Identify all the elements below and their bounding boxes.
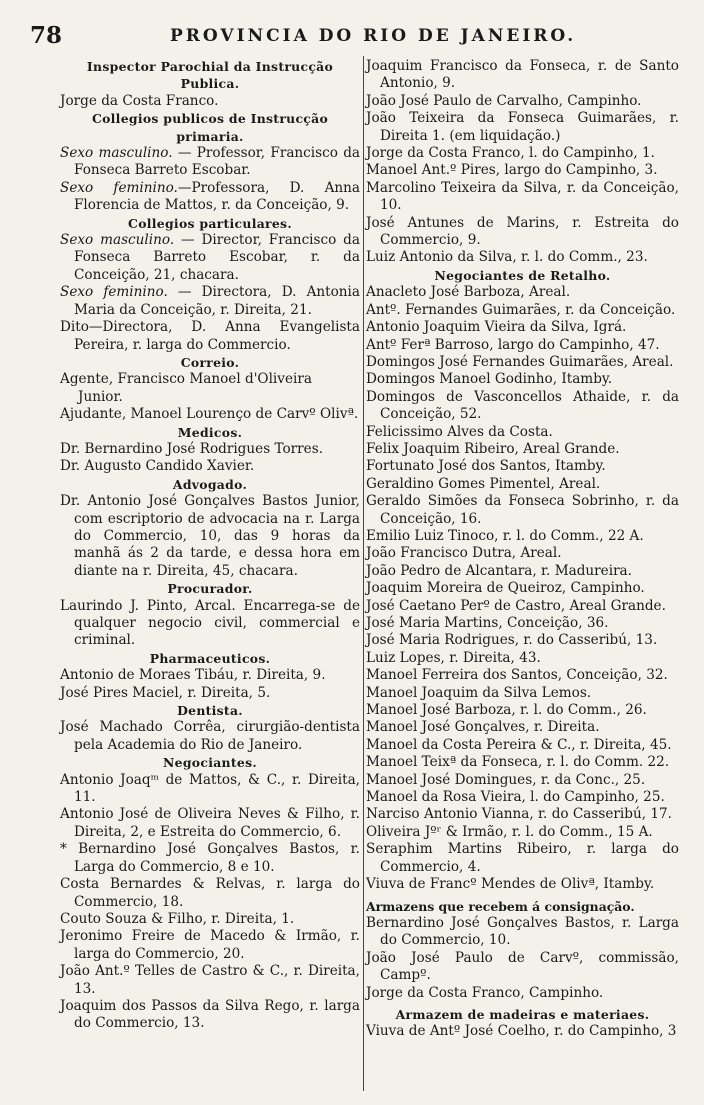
entry: José Caetano Perº de Castro, Areal Grande. bbox=[366, 597, 666, 614]
entry: Manoel Teixª da Fonseca, r. l. do Comm. 22. bbox=[366, 754, 670, 771]
entry: Viuva de Antº José Coelho, r. do Campinho, 3 bbox=[366, 1023, 677, 1040]
entry: João Pedro de Alcantara, r. Madureira. bbox=[366, 562, 632, 579]
running-title: PROVINCIA DO RIO DE JANEIRO. bbox=[170, 26, 577, 46]
entry: João José Paulo de Carvalho, Campinho. bbox=[366, 92, 642, 109]
entry: Antonio de Moraes Tibáu, r. Direita, 9. bbox=[60, 667, 326, 684]
entry-label: Sexo masculino. bbox=[60, 145, 173, 162]
section-heading: Correio. bbox=[180, 354, 240, 370]
entry: Manoel José Barboza, r. l. do Comm., 26. bbox=[366, 702, 647, 719]
entry: José Machado Corrêa, cirurgião-dentista pela Academia do Rio de Janeiro. bbox=[60, 719, 360, 753]
entry: Antonio Joaqᵐ de Mattos, & C., r. Direita, 11. bbox=[60, 771, 360, 806]
entry: Dito—Directora, D. Anna Evangelista Pereira, r. larga do Commercio. bbox=[60, 319, 360, 353]
entry: Dr. Antonio José Gonçalves Bastos Junior, com escriptorio de advocacia na r. Larga do Commercio, 10, das 9 horas da manhã ás 2 da tarde, e dessa hora em diante na r. Direita, 45, chacara. bbox=[60, 493, 360, 579]
entry-label: Sexo masculino. bbox=[60, 232, 175, 249]
entry: Manoel Ant.º Pires, largo do Campinho, 3. bbox=[366, 162, 658, 179]
entry: Domingos José Fernandes Guimarães, Areal. bbox=[366, 353, 674, 370]
section-heading: Armazem de madeiras e materiaes. bbox=[395, 1006, 650, 1022]
page-number: 78 bbox=[30, 22, 63, 49]
page-header bbox=[0, 22, 704, 52]
entry-label: Sexo feminino. bbox=[60, 284, 168, 301]
entry: José Maria Martins, Conceição, 36. bbox=[366, 615, 609, 631]
entry: * Bernardino José Gonçalves Bastos, r. Larga do Commercio, 8 e 10. bbox=[60, 841, 360, 875]
section-heading: Dentista. bbox=[177, 703, 243, 719]
section-heading: Procurador. bbox=[167, 581, 253, 597]
entry: Dr. Augusto Candido Xavier. bbox=[60, 458, 255, 475]
entry: Seraphim Martins Ribeiro, r. larga do Commercio, 4. bbox=[366, 841, 679, 875]
section-heading: Negociantes de Retalho. bbox=[434, 267, 611, 283]
section-heading: Medicos. bbox=[177, 424, 243, 440]
entry bbox=[60, 180, 360, 215]
entry: Viuva de Francº Mendes de Olivª, Itamby. bbox=[366, 876, 655, 893]
entry: Joaquim Francisco da Fonseca, r. de Santo Antonio, 9. bbox=[366, 58, 679, 92]
entry: Jorge da Costa Franco, l. do Campinho, 1. bbox=[366, 145, 655, 162]
entry: Geraldino Gomes Pimentel, Areal. bbox=[366, 475, 601, 492]
entry: José Pires Maciel, r. Direita, 5. bbox=[60, 684, 271, 701]
right-column bbox=[366, 58, 679, 1041]
entry: Manoel José Gonçalves, r. Direita. bbox=[366, 719, 600, 736]
left-column bbox=[60, 58, 360, 1033]
entry: José Maria Rodrigues, r. do Casseribú, 13. bbox=[366, 632, 658, 649]
entry: Jorge da Costa Franco. bbox=[60, 92, 219, 109]
entry: José Antunes de Marins, r. Estreita do Commercio, 9. bbox=[366, 214, 679, 249]
section-heading: Collegios particulares. bbox=[128, 215, 292, 231]
entry: Dr. Bernardino José Rodrigues Torres. bbox=[60, 440, 324, 457]
entry: Ajudante, Manoel Lourenço de Carvº Olivª. bbox=[60, 406, 359, 423]
entry: Couto Souza & Filho, r. Direita, 1. bbox=[60, 910, 295, 927]
entry: Fortunato José dos Santos, Itamby. bbox=[366, 458, 606, 475]
entry-text: — Director, Francisco da Fonseca Barreto Escobar, r. da Conceição, 21, chacara. bbox=[74, 232, 360, 283]
entry: Geraldo Simões da Fonseca Sobrinho, r. da Conceição, 16. bbox=[366, 493, 679, 527]
section-heading: Pharmaceuticos. bbox=[149, 650, 271, 666]
entry: Antonio José de Oliveira Neves & Filho, r. Direita, 2, e Estreita do Commercio, 6. bbox=[60, 806, 360, 840]
entry: Antonio Joaquim Vieira da Silva, Igrá. bbox=[366, 319, 627, 336]
section-heading: Negociantes. bbox=[163, 755, 257, 771]
entry: Felicissimo Alves da Costa. bbox=[366, 423, 553, 440]
entry: Costa Bernardes & Relvas, r. larga do Commercio, 18. bbox=[60, 876, 360, 910]
entry: Narciso Antonio Vianna, r. do Casseribú, 17. bbox=[366, 806, 672, 823]
entry: Joaquim Moreira de Queiroz, Campinho. bbox=[366, 580, 645, 597]
entry: Manoel da Costa Pereira & C., r. Direita, 45. bbox=[366, 736, 672, 753]
entry: Domingos Manoel Godinho, Itamby. bbox=[366, 371, 613, 388]
section-heading: Advogado. bbox=[172, 476, 248, 492]
section-heading: Armazens que recebem á consignação. bbox=[366, 898, 635, 914]
entry: Anacleto José Barboza, Areal. bbox=[366, 284, 571, 301]
entry: Manoel José Domingues, r. da Conc., 25. bbox=[366, 771, 646, 788]
entry: Bernardino José Gonçalves Bastos, r. Larga do Commercio, 10. bbox=[366, 914, 679, 949]
entry: João Francisco Dutra, Areal. bbox=[366, 545, 562, 562]
entry bbox=[60, 232, 360, 284]
entry-text: — Directora, D. Antonia Maria da Conceição, r. Direita, 21. bbox=[74, 284, 361, 318]
entry: Emilio Luiz Tinoco, r. l. do Comm., 22 A. bbox=[366, 527, 644, 544]
entry: Jeronimo Freire de Macedo & Irmão, r. larga do Commercio, 20. bbox=[60, 928, 360, 962]
entry: Luiz Antonio da Silva, r. l. do Comm., 23. bbox=[366, 249, 648, 266]
entry-label: Sexo feminino. bbox=[60, 179, 178, 196]
section-heading: Inspector Parochial da Instrucção Publica. bbox=[86, 59, 334, 92]
entry: Antº. Fernandes Guimarães, r. da Conceição. bbox=[366, 301, 676, 318]
entry-text: —Professora, D. Anna Florencia de Mattos, r. da Conceição, 9. bbox=[74, 179, 360, 214]
entry bbox=[60, 145, 360, 180]
entry: Luiz Lopes, r. Direita, 43. bbox=[366, 649, 541, 666]
entry: Marcolino Teixeira da Silva, r. da Conceição, 10. bbox=[366, 179, 679, 214]
column-divider bbox=[363, 56, 364, 1091]
entry: João José Paulo de Carvº, commissão, Campº. bbox=[366, 949, 679, 984]
entry: Domingos de Vasconcellos Athaide, r. da Conceição, 52. bbox=[366, 388, 679, 423]
entry: João Teixeira da Fonseca Guimarães, r. Direita 1. (em liquidação.) bbox=[366, 110, 679, 144]
entry: Manoel Joaquim da Silva Lemos. bbox=[366, 684, 592, 701]
entry-text: — Professor, Francisco da Fonseca Barreto Escobar. bbox=[74, 145, 360, 179]
entry: Agente, Francisco Manoel d'Oliveira Junior. bbox=[60, 371, 312, 405]
entry: Laurindo J. Pinto, Arcal. Encarrega-se de qualquer negocio civil, commercial e criminal. bbox=[60, 597, 360, 649]
entry: Felix Joaquim Ribeiro, Areal Grande. bbox=[366, 440, 620, 457]
entry: Joaquim dos Passos da Silva Rego, r. larga do Commercio, 13. bbox=[60, 997, 360, 1032]
entry: Antº Ferª Barroso, largo do Campinho, 47. bbox=[366, 336, 660, 353]
entry: Jorge da Costa Franco, Campinho. bbox=[366, 984, 604, 1001]
entry: Manoel Ferreira dos Santos, Conceição, 32. bbox=[366, 667, 668, 684]
section-heading: Collegios publicos de Instrucção primaria. bbox=[91, 111, 329, 144]
entry: João Ant.º Telles de Castro & C., r. Direita, 13. bbox=[60, 963, 360, 997]
entry: Manoel da Rosa Vieira, l. do Campinho, 25. bbox=[366, 789, 665, 806]
entry bbox=[60, 284, 360, 319]
entry: Oliveira Jºʳ & Irmão, r. l. do Comm., 15 A. bbox=[366, 823, 653, 840]
